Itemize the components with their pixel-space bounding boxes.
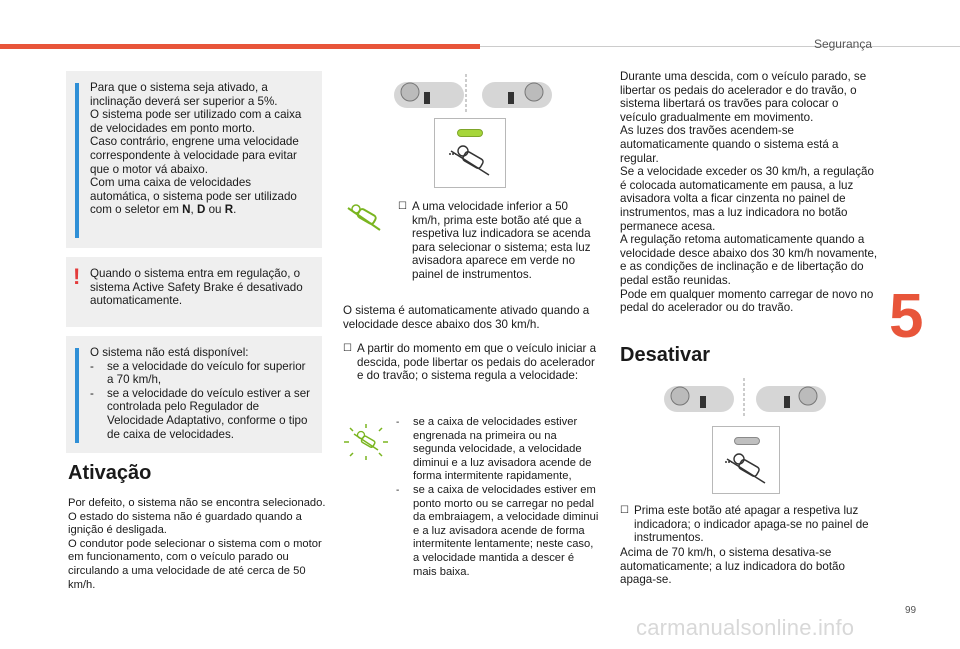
hill-descent-icon (447, 145, 495, 181)
note-line: Com uma caixa de velocidades automática, o sistema pode ser utilizado com o seletor em N, D ou R. (90, 176, 297, 217)
info-marker (75, 83, 79, 238)
steering-wheel-controls-illustration (664, 378, 832, 418)
header-accent-bar (0, 44, 480, 49)
checkbox-icon: ☐ (343, 343, 352, 354)
warning-note (66, 257, 322, 327)
heading-desativar: Desativar (620, 344, 711, 366)
steering-wheel-icon (799, 387, 817, 405)
header-rule (480, 46, 960, 47)
chapter-number: 5 (889, 282, 924, 351)
warning-icon: ! (73, 264, 81, 289)
hill-descent-icon (723, 453, 771, 489)
steering-wheel-icon (525, 83, 543, 101)
section-title: Segurança (813, 37, 872, 51)
indicator-light-off (734, 437, 760, 445)
page-number: 99 (905, 605, 917, 616)
watermark: carmanualsonline.info (636, 615, 855, 640)
list-item: - se a velocidade do veículo for superior a 70 km/h, (90, 359, 306, 387)
list-item: - se a caixa de velocidades estiver engrenada na primeira ou na segunda velocidade, a velocidade diminui e a luz avisadora acende de forma intermitente rapidamente, (396, 416, 592, 483)
speed-cases-list (396, 416, 600, 579)
control-button (700, 396, 706, 408)
hill-descent-icon (344, 204, 386, 234)
checkbox-icon: ☐ (398, 201, 407, 212)
descent-text: Durante uma descida, com o veículo parado, se libertar os pedais do acelerador e do travão, o sistema libertará os travões para colocar o veículo gradualmente em movimento. As luzes dos travões acendem-se automaticamente quando o sistema está a regular. Se a velocidade exceder os 30 km/h, a regulação é colocada automaticamente em pausa, a luz avisadora volta a ficar cinzenta no painel de instrumentos, mas a luz indicadora no botão permanece acesa. A regulação retoma automaticamente quando a velocidade desce abaixo dos 30 km/h novamente, e as condições de inclinação e de libertação do pedal estão reunidas. Pode em qualquer momento carregar de novo no pedal do acelerador ou do travão. (620, 70, 878, 315)
steering-wheel-controls-illustration (394, 74, 562, 114)
heading-ativacao: Ativação (68, 462, 152, 484)
info-note-conditions (66, 71, 322, 248)
note-line: O sistema pode ser utilizado com a caixa de velocidades em ponto morto. (90, 108, 302, 135)
info-marker (75, 348, 79, 443)
list-item: - se a velocidade do veículo estiver a ser controlada pelo Regulador de Velocidade Adaptativo, conforme o tipo de caixa de velocidades. (90, 386, 311, 441)
auto-activation-text: O sistema é automaticamente ativado quando a velocidade desce abaixo dos 30 km/h. (343, 304, 590, 331)
hill-descent-blinking-icon (344, 424, 388, 460)
step-descent: ☐ A partir do momento em que o veículo iniciar a descida, pode libertar os pedais do acelerador e do travão; o sistema regula a velocidade: (343, 342, 597, 383)
control-button (784, 396, 790, 408)
ativacao-text: Por defeito, o sistema não se encontra selecionado. O estado do sistema não é guardado quando a ignição é desligada. O condutor pode selecionar o sistema com o motor em funcionamento, com o veículo parado ou circulando a uma velocidade de até cerca de 50 km/h. (68, 497, 326, 591)
auto-deactivation-text: Acima de 70 km/h, o sistema desativa-se automaticamente; a luz indicadora do botão apaga-se. (620, 546, 845, 587)
steering-wheel-icon (671, 387, 689, 405)
note-line: Caso contrário, engrene uma velocidade correspondente à velocidade para evitar que o motor vá abaixo. (90, 135, 299, 176)
hill-descent-button-off (712, 426, 780, 494)
step-deactivate: ☐ Prima este botão até apagar a respetiva luz indicadora; o indicador apaga-se no painel de instrumentos. (620, 504, 869, 545)
list-item: - se a caixa de velocidades estiver em ponto morto ou se carregar no pedal da embraiagem, a velocidade diminui e a luz avisadora acende de forma intermitente lentamente; neste caso, a velocidade mantida a descer é mais baixa. (396, 483, 599, 578)
control-button (508, 92, 514, 104)
step-activate: ☐ A uma velocidade inferior a 50 km/h, prima este botão até que a respetiva luz indicadora se acenda para selecionar o sistema; esta luz avisadora aparece em verde no painel de instrumentos. (398, 200, 591, 281)
control-button (424, 92, 430, 104)
checkbox-icon: ☐ (620, 505, 629, 516)
info-note-availability (66, 336, 322, 453)
indicator-light-on (457, 129, 483, 137)
warning-text: Quando o sistema entra em regulação, o sistema Active Safety Brake é desativado automaticamente. (90, 267, 303, 308)
note-title: O sistema não está disponível: (90, 346, 249, 359)
note-line: Para que o sistema seja ativado, a inclinação deverá ser superior a 5%. (90, 81, 278, 108)
steering-wheel-icon (401, 83, 419, 101)
hill-descent-button-on (434, 118, 506, 188)
